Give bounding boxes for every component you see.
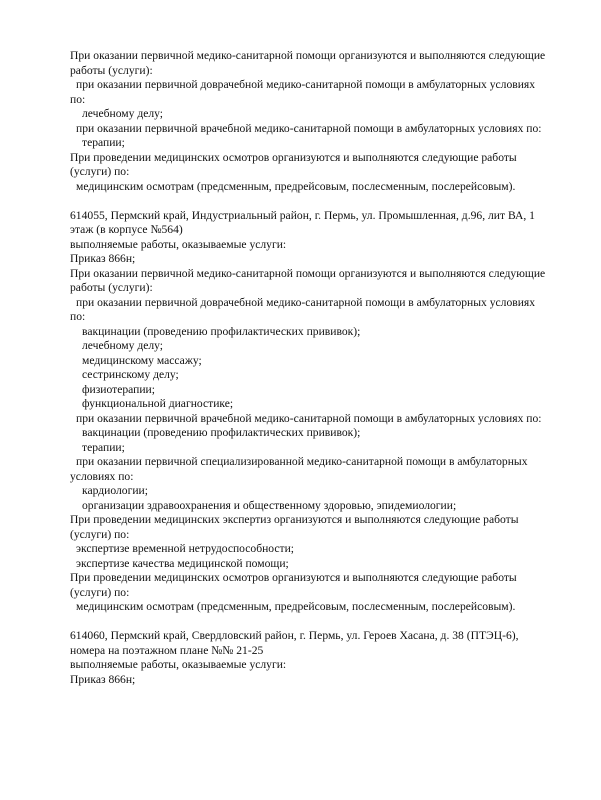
text-line: при оказании первичной врачебной медико-санитарной помощи в амбулаторных условиях по: [76,411,542,425]
text-line: 614055, Пермский край, Индустриальный район, г. Пермь, ул. Промышленная, д.96, лит ВА, 1 [70,208,535,222]
text-line: экспертизе временной нетрудоспособности; [76,542,295,555]
text-line: медицинскому массажу; [82,353,202,367]
text-line: при оказании первичной доврачебной медико-санитарной помощи в амбулаторных условиях [76,78,536,91]
text-line: При проведении медицинских осмотров организуются и выполняются следующие работы [70,571,517,584]
text-line: вакцинации (проведению профилактических прививок); [82,324,361,338]
text-line: работы (услуги): [70,63,153,77]
text-line: При оказании первичной медико-санитарной помощи организуются и выполняются следующие [70,49,546,62]
text-line: медицинским осмотрам (предсменным, предрейсовым, послесменным, послерейсовым). [76,179,516,193]
text-line: функциональной диагностике; [82,397,234,410]
document-page [70,49,570,687]
text-line: при оказании первичной доврачебной медико-санитарной помощи в амбулаторных условиях [76,295,536,309]
text-line: При проведении медицинских осмотров организуются и выполняются следующие работы [70,150,517,164]
text-line: работы (услуги): [70,281,153,294]
text-line: номера на поэтажном плане №№ 21-25 [70,643,264,657]
text-line: Приказ 866н; [70,672,136,686]
text-line: по: [70,92,86,106]
text-line: (услуги) по: [70,527,130,541]
text-line: при оказании первичной врачебной медико-санитарной помощи в амбулаторных условиях по: [76,121,542,135]
text-line: вакцинации (проведению профилактических прививок); [82,426,361,439]
text-line: терапии; [82,136,125,149]
text-line: экспертизе качества медицинской помощи; [76,556,289,570]
text-line: (услуги) по: [70,585,130,599]
text-line: при оказании первичной специализированной медико-санитарной помощи в амбулаторных [76,455,528,468]
text-line: (услуги) по: [70,165,130,178]
text-line: организации здравоохранения и общественному здоровью, эпидемиологии; [82,498,457,512]
text-line: При проведении медицинских экспертиз организуются и выполняются следующие работы [70,513,519,526]
text-line: терапии; [82,440,125,454]
text-line: кардиологии; [82,484,148,497]
blank-line [70,194,570,209]
text-line: физиотерапии; [82,382,155,396]
text-line: по: [70,310,86,323]
text-line: сестринскому делу; [82,368,179,381]
text-line: этаж (в корпусе №564) [70,223,183,236]
text-line: Приказ 866н; [70,252,136,265]
blank-line [70,615,570,630]
text-line: лечебному делу; [82,107,164,120]
text-line: выполняемые работы, оказываемые услуги: [70,658,287,671]
text-line: условиях по: [70,469,134,483]
text-line: лечебному делу; [82,339,164,352]
text-line: медицинским осмотрам (предсменным, предрейсовым, послесменным, послерейсовым). [76,600,516,613]
text-line: выполняемые работы, оказываемые услуги: [70,237,287,251]
text-line: При оказании первичной медико-санитарной помощи организуются и выполняются следующие [70,266,546,280]
text-line: 614060, Пермский край, Свердловский район, г. Пермь, ул. Героев Хасана, д. 38 (ПТЭЦ-6), [70,629,519,642]
